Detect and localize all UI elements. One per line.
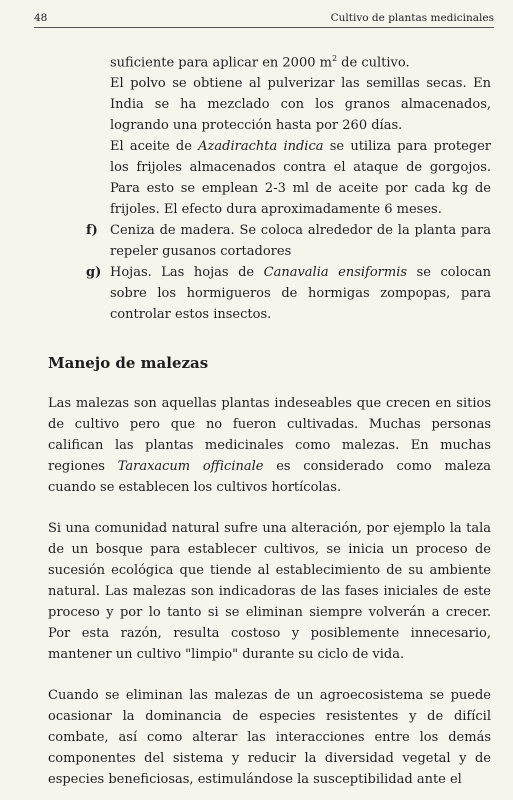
continued-line: suficiente para aplicar en 2000 $m^2$ de cultivo. [110, 54, 410, 71]
list-item-f [86, 220, 491, 262]
running-title: Cultivo de plantas medicinales [330, 12, 494, 24]
list-marker: f) [86, 223, 98, 239]
species-name: Taraxacum officinale [117, 459, 264, 475]
continued-paragraph-oil: El aceite de Azadirachta indica se utiliza para proteger los frijoles almacenados contra el ataque de gorgojos. Para esto se emplean 2-3 ml de aceite por cada kg de frijoles. El efecto dura aproximadamente 6 meses. [110, 139, 492, 218]
superscript-two: 2 [331, 54, 338, 63]
list-item-g [86, 262, 491, 325]
list-marker: g) [86, 265, 102, 281]
page-number: 48 [34, 12, 48, 24]
paragraph-definition: Las malezas son aquellas plantas indeseables que crecen en sitios de cultivo pero que no fueron cultivadas. Muchas personas califican las plantas medicinales como malezas. En muchas regiones Taraxacum officinale es considerado como maleza cuando se establecen los cultivos hortícolas. [48, 396, 491, 496]
running-header [34, 12, 494, 28]
continued-paragraph-powder: El polvo se obtiene al pulverizar las semillas secas. En India se ha mezclado con los granos almacenados, logrando una protección hasta por 260 días. [110, 76, 491, 134]
list-item-text: Hojas. Las hojas de Canavalia ensiformis se colocan sobre los hormigueros de hormigas zompopas, para controlar estos insectos. [110, 265, 491, 323]
section-heading: Manejo de malezas [48, 354, 209, 373]
paragraph-removal: Cuando se eliminan las malezas de un agroecosistema se puede ocasionar la dominancia de especies resistentes y de difícil combate, así como alterar las interacciones entre los demás componentes del sistema y reducir la diversidad vegetal y de especies beneficiosas, estimulándose la susceptibilidad ante el [48, 688, 491, 788]
species-name: Canavalia ensiformis [263, 265, 408, 281]
species-name: Azadirachta indica [198, 139, 324, 155]
paragraph-succession: Si una comunidad natural sufre una alteración, por ejemplo la tala de un bosque para establecer cultivos, se inicia un proceso de sucesión ecológica que tiende al establecimiento de su ambiente natural. Las malezas son indicadoras de las fases iniciales de este proceso y por lo tanto si se eliminan siempre volverán a crecer. Por esta razón, resulta costoso y posiblemente innecesario, mantener un cultivo "limpio" durante su ciclo de vida. [48, 521, 491, 663]
list-item-text: Ceniza de madera. Se coloca alrededor de la planta para repeler gusanos cortadores [110, 223, 491, 260]
continued-list-text [110, 48, 491, 220]
